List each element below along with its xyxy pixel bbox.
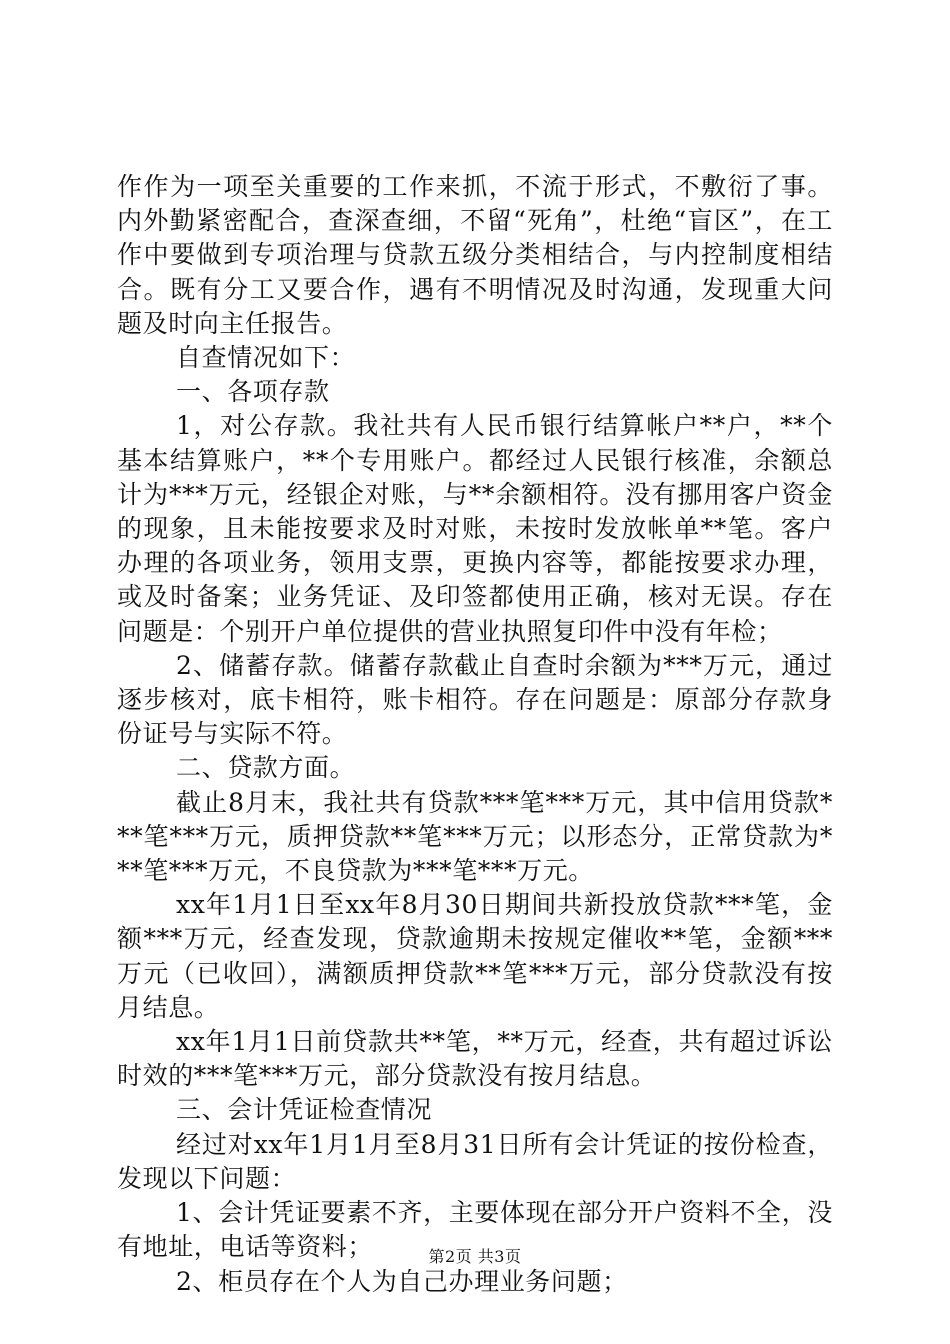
paragraph-self-check-intro: 自查情况如下：	[176, 343, 356, 373]
section-heading-loans: 二、贷款方面。	[176, 753, 356, 783]
paragraph-issue-1: 1、会计凭证要素不齐，主要体现在部分开户资料不全，没有地址，电话等资料；	[117, 1198, 833, 1262]
document-body	[117, 170, 833, 1299]
paragraph-corporate-deposits: 1，对公存款。我社共有人民币银行结算帐户**户，**个基本结算账户，**个专用账户。都经过人民银行核准，余额总计为***万元，经银企对账，与**余额相符。没有挪用客户资金的现象，且未能按要求及时对账，未按时发放帐单**笔。客户办理的各项业务，领用支票，更换内容等，都能按要求办理，或及时备案；业务凭证、及印签都使用正确，核对无误。存在问题是：个别开户单位提供的营业执照复印件中没有年检；	[117, 411, 833, 646]
paragraph-old-loans: xx年1月1日前贷款共**笔，**万元，经查，共有超过诉讼时效的***笔***万元，部分贷款没有按月结息。	[117, 1027, 833, 1091]
section-heading-deposits: 一、各项存款	[176, 377, 330, 407]
paragraph-new-loans: xx年1月1日至xx年8月30日期间共新投放贷款***笔，金额***万元，经查发现，贷款逾期未按规定催收**笔，金额***万元（已收回），满额质押贷款**笔***万元，部分贷款没有按月结息。	[117, 890, 833, 1022]
paragraph-issue-2: 2、柜员存在个人为自己办理业务问题；	[176, 1266, 628, 1296]
section-heading-vouchers: 三、会计凭证检查情况	[176, 1095, 433, 1125]
paragraph-continuation: 作作为一项至关重要的工作来抓，不流于形式，不敷衍了事。内外勤紧密配合，查深查细，不留“死角”，杜绝“盲区”，在工作中要做到专项治理与贷款五级分类相结合，与内控制度相结合。既有分工又要合作，遇有不明情况及时沟通，发现重大问题及时向主任报告。	[117, 172, 833, 338]
page-number-footer: 第2页 共3页	[428, 1247, 522, 1266]
paragraph-savings-deposits: 2、储蓄存款。储蓄存款截止自查时余额为***万元，通过逐步核对，底卡相符，账卡相符。存在问题是：原部分存款身份证号与实际不符。	[117, 650, 833, 749]
paragraph-voucher-check: 经过对xx年1月1月至8月31日所有会计凭证的按份检查，发现以下问题：	[117, 1129, 833, 1193]
paragraph-loans-summary: 截止8月末，我社共有贷款***笔***万元，其中信用贷款***笔***万元，质押贷款**笔***万元；以形态分，正常贷款为***笔***万元，不良贷款为***笔***万元。	[117, 787, 833, 886]
